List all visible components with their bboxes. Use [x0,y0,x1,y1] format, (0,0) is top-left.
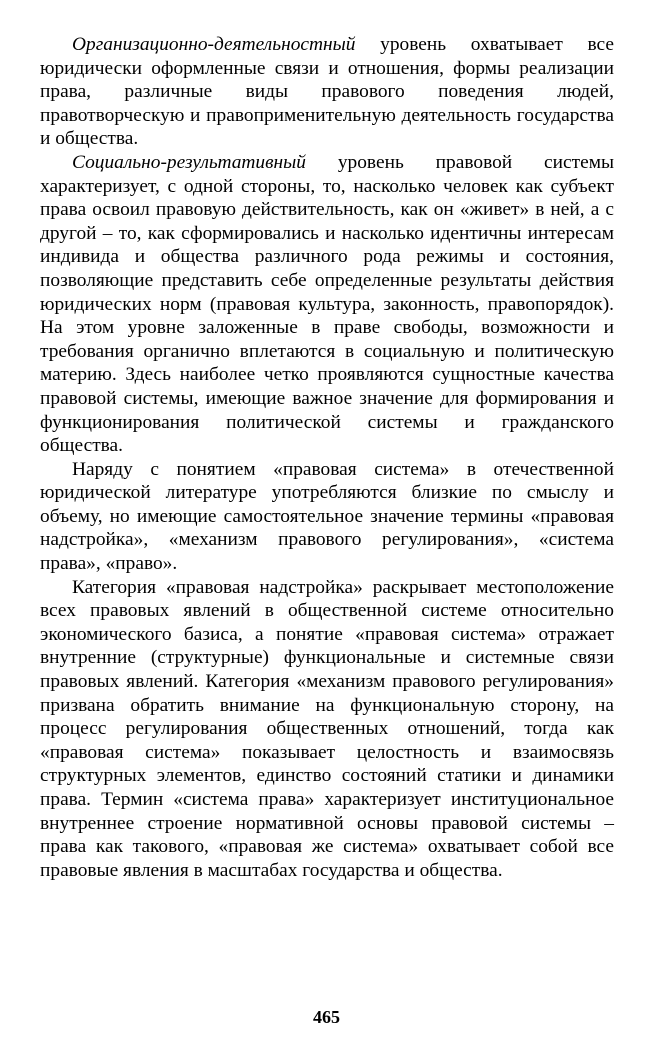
paragraph-3 [40,458,614,576]
paragraph-3-body: Наряду с понятием «правовая система» в отечественной юридической литературе употребляются близкие по смыслу и объему, но имеющие самостоятельное значение термины «правовая надстройка», «механизм правового регулирования», «система права», «право». [40,458,614,575]
paragraph-4 [40,576,614,883]
paragraph-1 [40,33,614,151]
paragraph-1-term: Организационно-деятельностный [72,34,356,55]
paragraph-1-body: уровень охватывает все юридически оформленные связи и отношения, формы реализации права, различные виды правового поведения людей, правотворческую и правоприменительную деятельность государства и общества. [40,34,614,150]
paragraph-4-body: Категория «правовая надстройка» раскрывает местоположение всех правовых явлений в общественной системе относительно экономического базиса, а понятие «правовая система» отражает внутренние (структурные) функциональные и системные связи правовых явлений. Категория «механизм правового регулирования» призвана обратить внимание на функциональную сторону, на процесс регулирования общественных отношений, тогда как «правовая система» показывает целостность и взаимосвязь структурных элементов, единство состояний статики и динамики права. Термин «система права» характеризует институциональное внутреннее строение нормативной основы правовой системы – права как такового, «правовая же система» охватывает собой все правовые явления в масштабах государства и общества. [40,576,614,881]
body-text [40,33,614,882]
page-number: 465 [313,1007,340,1027]
paragraph-2 [40,151,614,458]
paragraph-2-body: уровень правовой системы характеризует, с одной стороны, то, насколько человек как субъект права освоил правовую действительность, как он «живет» в ней, а с другой – то, как сформировались и насколько идентичны интересам индивида и общества различного рода режимы и состояния, позволяющие представить себе определенные результаты действия юридических норм (правовая культура, законность, правопорядок). На этом уровне заложенные в праве свободы, возможности и требования органично вплетаются в социальную и политическую материю. Здесь наиболее четко проявляются сущностные качества правовой системы, имеющие важное значение для формирования и функционирования политической системы и гражданского общества. [40,151,614,457]
paragraph-2-term: Социально-результативный [72,151,306,173]
